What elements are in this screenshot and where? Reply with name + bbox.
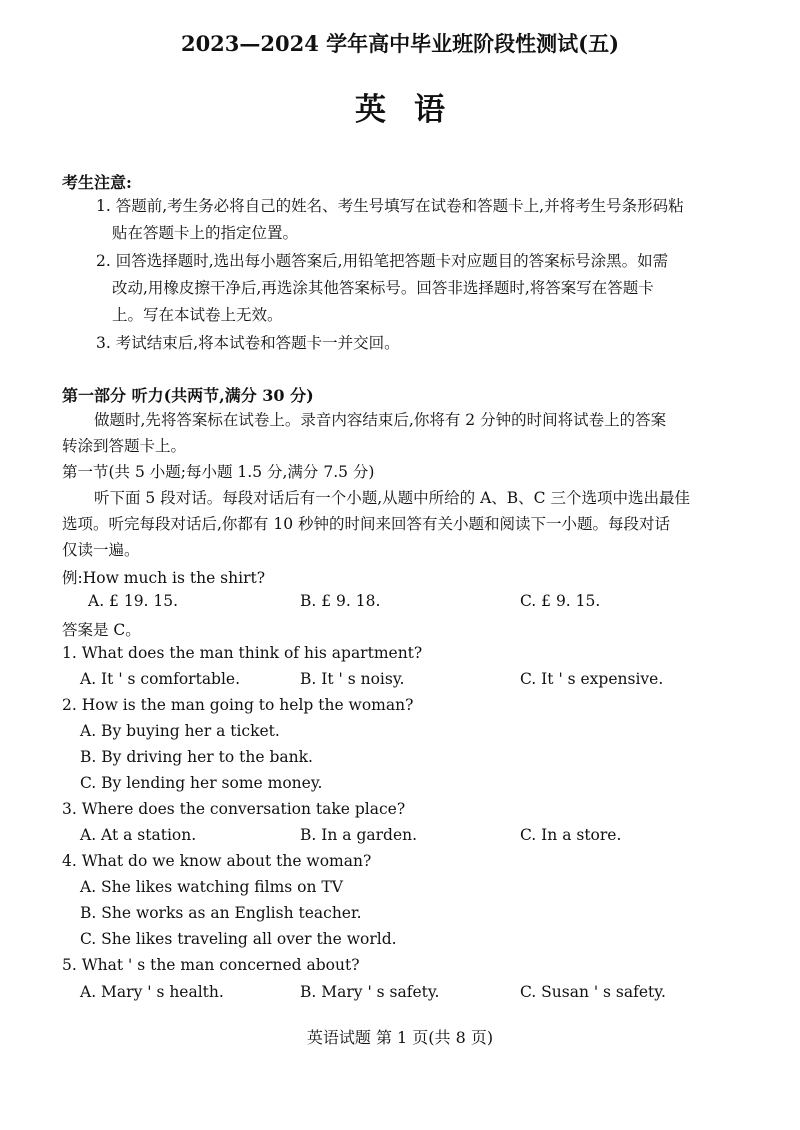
section1-intro-line: 选项。听完每段对话后,你都有 10 秒钟的时间来回答有关小题和阅读下一小题。每段对话 [62, 515, 671, 533]
q1-option-b: B. It ' s noisy. [300, 670, 405, 688]
part1-heading: 第一部分 听力(共两节,满分 30 分) [62, 386, 314, 405]
notice-line: 1. 答题前,考生务必将自己的姓名、考生号填写在试卷和答题卡上,并将考生号条形码粘 [96, 197, 684, 215]
exam-title: 2023—2024 学年高中毕业班阶段性测试(五) [180, 31, 620, 56]
q3-option-a: A. At a station. [80, 826, 197, 844]
notice-heading: 考生注意: [62, 173, 132, 192]
example-option: C. £ 9. 15. [520, 592, 601, 610]
part1-intro-line: 转涂到答题卡上。 [62, 437, 187, 455]
q3-option-c: C. In a store. [520, 826, 622, 844]
q2-option-c: C. By lending her some money. [80, 774, 323, 792]
notice-line: 3. 考试结束后,将本试卷和答题卡一并交回。 [96, 334, 400, 352]
notice-line: 上。写在本试卷上无效。 [112, 306, 283, 324]
q3-option-b: B. In a garden. [300, 826, 418, 844]
example-option: B. £ 9. 18. [300, 592, 381, 610]
q5-option-a: A. Mary ' s health. [80, 983, 224, 1001]
subject-title: 英语 [355, 92, 473, 128]
q5-option-b: B. Mary ' s safety. [300, 983, 440, 1001]
q1-option-a: A. It ' s comfortable. [80, 670, 241, 688]
q4-option-b: B. She works as an English teacher. [80, 904, 362, 922]
question-2: 2. How is the man going to help the woman? [62, 696, 414, 714]
part1-intro-line: 做题时,先将答案标在试卷上。录音内容结束后,你将有 2 分钟的时间将试卷上的答案 [94, 411, 667, 429]
q2-option-a: A. By buying her a ticket. [80, 722, 280, 740]
q4-option-a: A. She likes watching films on TV [80, 878, 343, 896]
notice-line: 2. 回答选择题时,选出每小题答案后,用铅笔把答题卡对应题目的答案标号涂黑。如需 [96, 252, 669, 270]
example-answer: 答案是 C。 [62, 621, 141, 639]
q4-option-c: C. She likes traveling all over the world. [80, 930, 397, 948]
example-question: 例:How much is the shirt? [62, 569, 266, 587]
section1-intro-line: 听下面 5 段对话。每段对话后有一个小题,从题中所给的 A、B、C 三个选项中选出最佳 [94, 489, 690, 507]
section1-intro-line: 仅读一遍。 [62, 541, 140, 559]
question-5: 5. What ' s the man concerned about? [62, 956, 360, 974]
question-4: 4. What do we know about the woman? [62, 852, 372, 870]
question-1: 1. What does the man think of his apartment? [62, 644, 423, 662]
q5-option-c: C. Susan ' s safety. [520, 983, 666, 1001]
section1-heading: 第一节(共 5 小题;每小题 1.5 分,满分 7.5 分) [62, 463, 375, 481]
page-footer: 英语试题 第 1 页(共 8 页) [306, 1028, 494, 1047]
notice-line: 改动,用橡皮擦干净后,再选涂其他答案标号。回答非选择题时,将答案写在答题卡 [112, 279, 654, 297]
q2-option-b: B. By driving her to the bank. [80, 748, 313, 766]
q1-option-c: C. It ' s expensive. [520, 670, 664, 688]
notice-line: 贴在答题卡上的指定位置。 [112, 224, 299, 242]
question-3: 3. Where does the conversation take place? [62, 800, 406, 818]
example-option: A. £ 19. 15. [88, 592, 179, 610]
